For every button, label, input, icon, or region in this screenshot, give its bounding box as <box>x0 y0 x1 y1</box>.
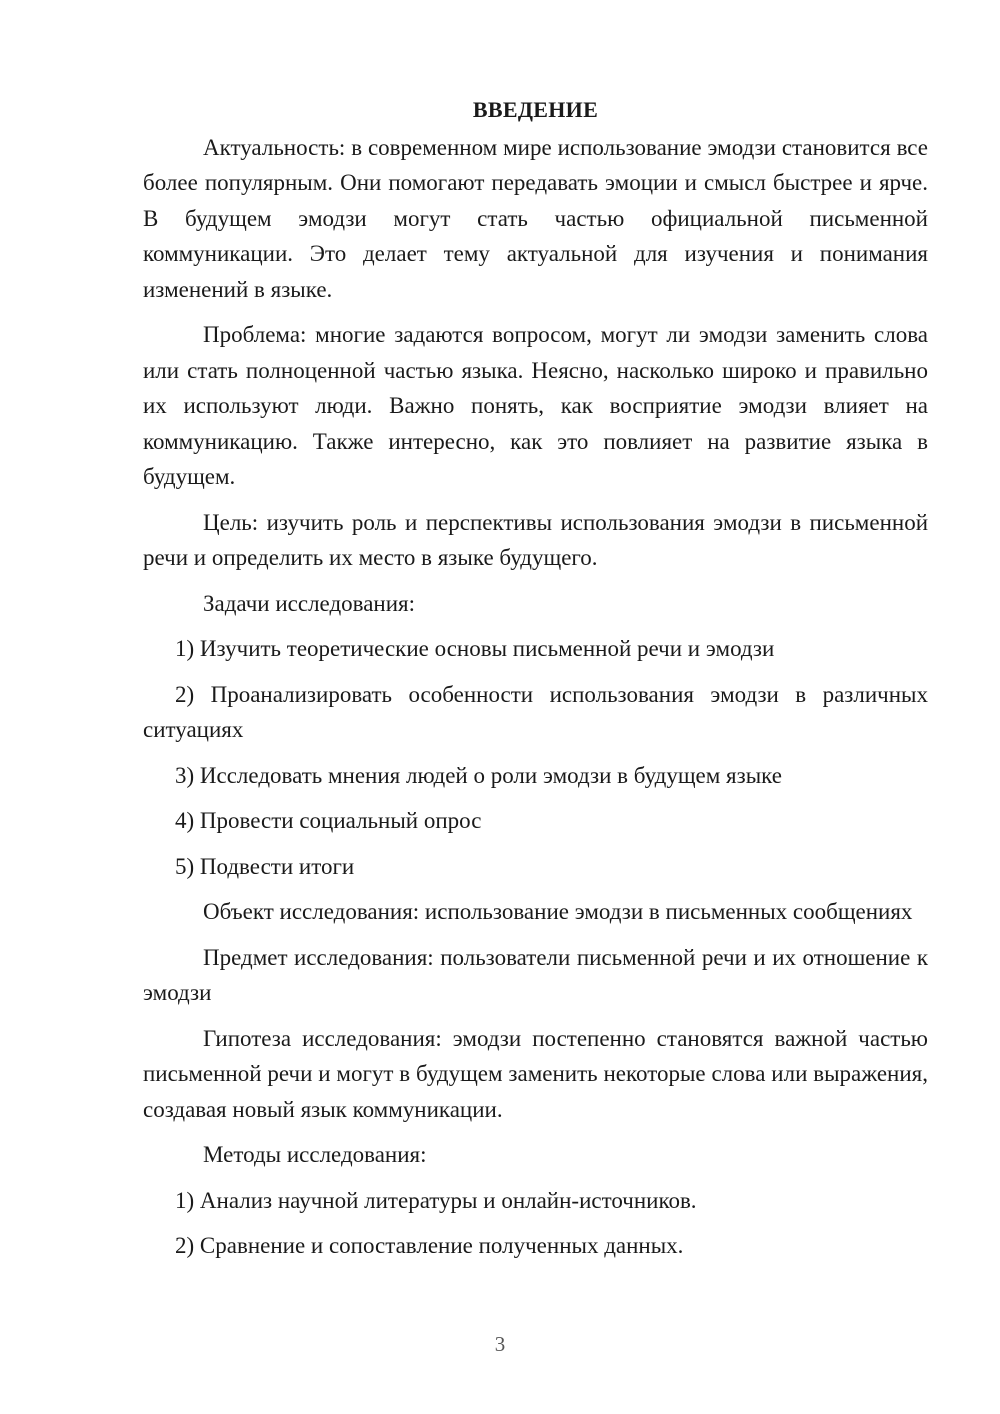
paragraph-goal: Цель: изучить роль и перспективы использования эмодзи в письменной речи и определить их место в языке будущего. <box>143 509 928 570</box>
tasks-heading: Задачи исследования: <box>203 590 416 616</box>
task-item-4: 4) Провести социальный опрос <box>175 808 482 833</box>
methods-heading: Методы исследования: <box>203 1142 427 1167</box>
paragraph-subject: Предмет исследования: пользователи письменной речи и их отношение к эмодзи <box>143 944 928 1005</box>
page-number: 3 <box>494 1332 506 1356</box>
page-content <box>143 92 928 1274</box>
method-item-2: 2) Сравнение и сопоставление полученных данных. <box>175 1233 684 1258</box>
paragraph-problem: Проблема: многие задаются вопросом, могут ли эмодзи заменить слова или стать полноценной частью языка. Неясно, насколько широко и правильно их используют люди. Важно понять, как восприятие эмодзи влияет на коммуникацию. Также интересно, как это повлияет на развитие языка в будущем. <box>143 322 928 489</box>
page-title: ВВЕДЕНИЕ <box>472 97 599 122</box>
task-item-2: 2) Проанализировать особенности использования эмодзи в различных ситуациях <box>143 681 928 742</box>
paragraph-relevance: Актуальность: в современном мире использование эмодзи становится все более популярным. Они помогают передавать эмоции и смысл быстрее и ярче. В будущем эмодзи могут стать частью официальной письменной коммуникации. Это делает тему актуальной для изучения и понимания изменений в языке. <box>143 134 928 302</box>
task-item-5: 5) Подвести итоги <box>175 853 355 879</box>
paragraph-object: Объект исследования: использование эмодзи в письменных сообщениях <box>203 899 913 924</box>
paragraph-hypothesis: Гипотеза исследования: эмодзи постепенно становятся важной частью письменной речи и могут в будущем заменить некоторые слова или выражения, создавая новый язык коммуникации. <box>143 1025 928 1122</box>
task-item-1: 1) Изучить теоретические основы письменной речи и эмодзи <box>175 636 775 661</box>
task-item-3: 3) Исследовать мнения людей о роли эмодзи в будущем языке <box>175 762 782 788</box>
method-item-1: 1) Анализ научной литературы и онлайн-источников. <box>175 1187 697 1213</box>
